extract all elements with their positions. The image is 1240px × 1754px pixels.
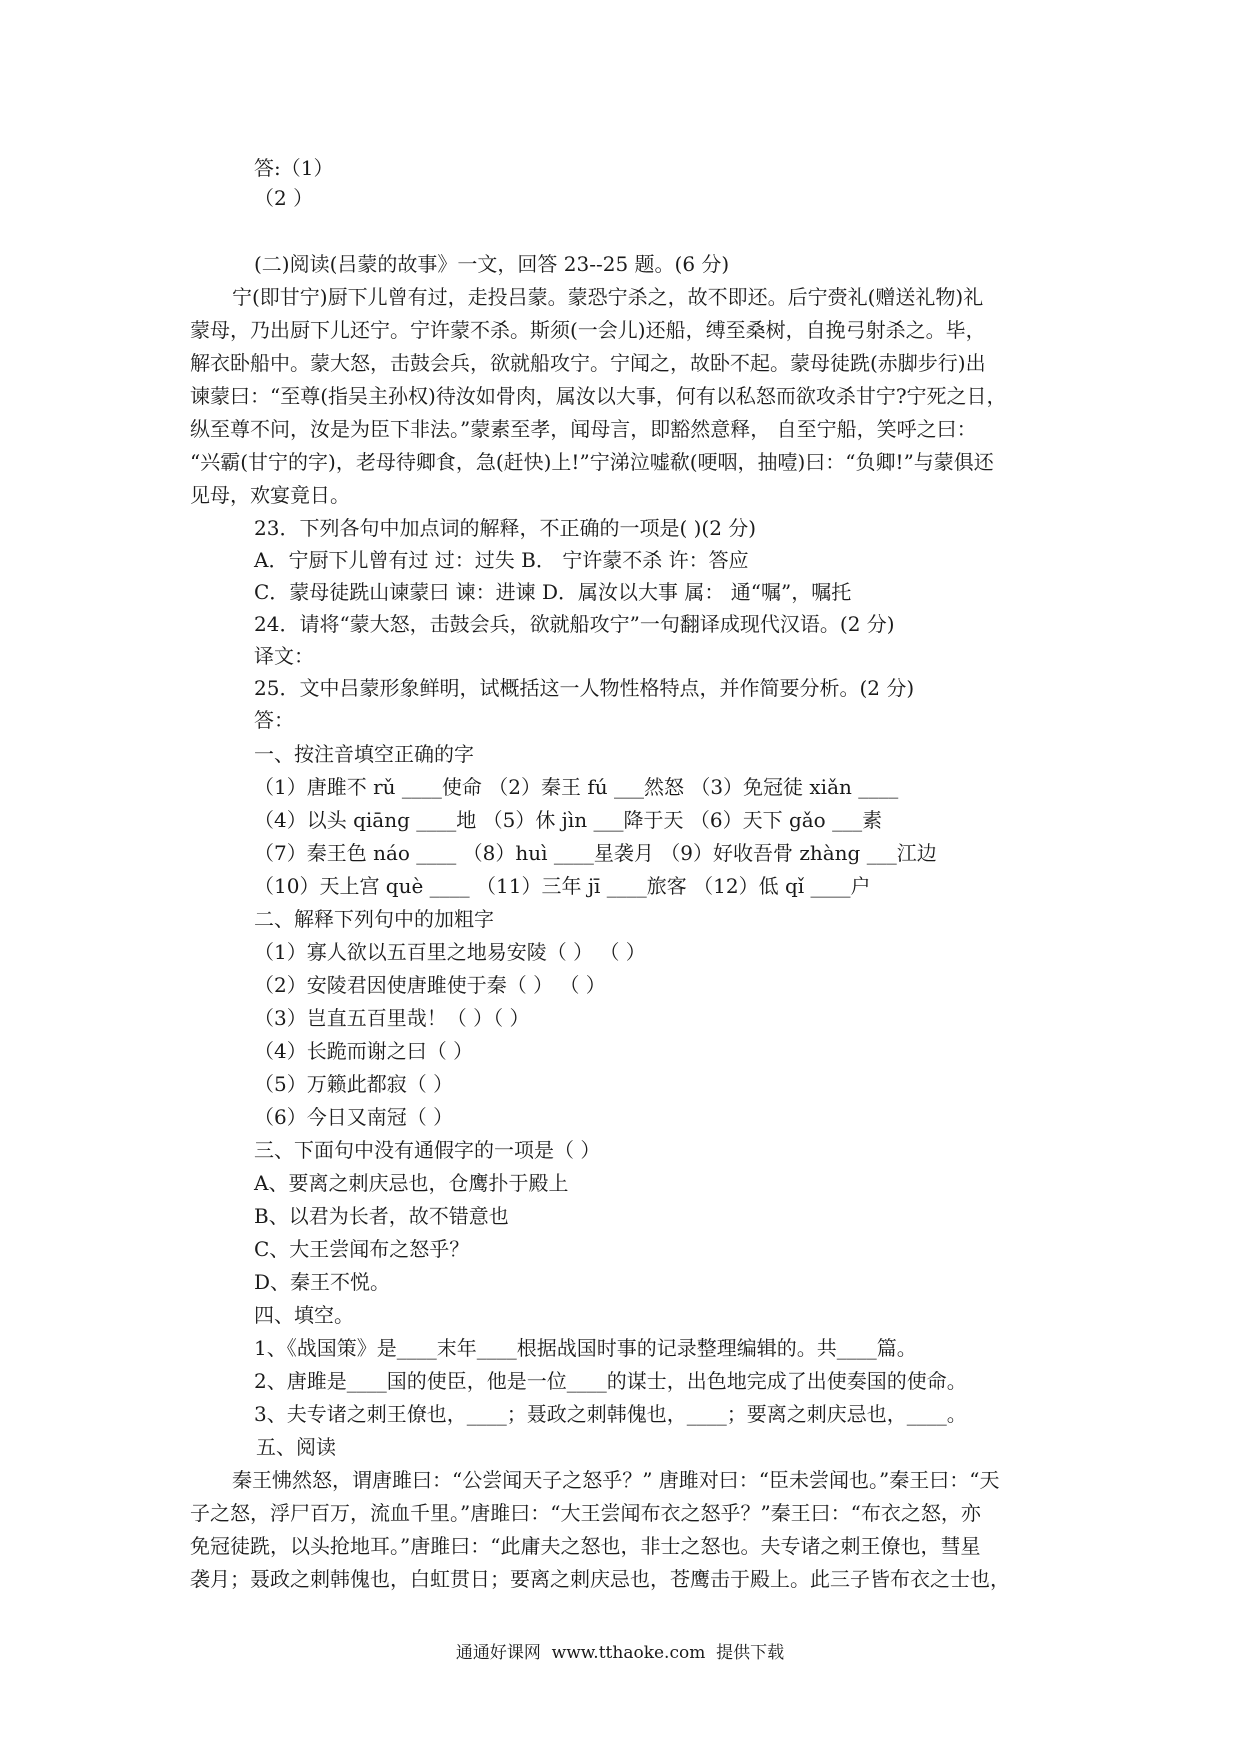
question-23: 23．下列各句中加点词的解释，不正确的一项是( )(2 分): [254, 516, 757, 540]
question-25: 25．文中吕蒙形象鲜明，试概括这一人物性格特点，并作简要分析。(2 分): [254, 676, 915, 700]
section4-title: 四、填空。: [254, 1303, 354, 1327]
reading2-heading: (二)阅读(吕蒙的故事》一文，回答 23--25 题。(6 分): [254, 252, 730, 276]
fill-blank-item: 1、《战国策》是____末年____根据战国时事的记录整理编辑的。共____篇。: [254, 1336, 917, 1360]
explain-item: （3）岂直五百里哉！（ ）（ ）: [254, 1006, 530, 1030]
question-24: 24．请将“蒙大怒，击鼓会兵，欲就船攻宁”一句翻译成现代汉语。(2 分): [254, 612, 895, 636]
question-24-answer-label: 译文：: [254, 644, 314, 668]
section3-title: 三、下面句中没有通假字的一项是（ ）: [254, 1138, 601, 1162]
reading2-passage-line: 解衣卧船中。蒙大怒，击鼓会兵，欲就船攻宁。宁闻之，故卧不起。蒙母徒跣(赤脚步行)出: [190, 351, 986, 375]
section5-passage-line: 子之怒，浮尸百万，流血千里。”唐雎曰：“大王尝闻布衣之怒乎？”秦王曰：“布衣之怒，亦: [190, 1501, 981, 1525]
section3-option: A、要离之刺庆忌也，仓鹰扑于殿上: [254, 1171, 569, 1195]
section3-option: D、秦王不悦。: [254, 1270, 391, 1294]
reading2-passage-line: 宁(即甘宁)厨下儿曾有过，走投吕蒙。蒙恐宁杀之，故不即还。后宁赍礼(赠送礼物)礼: [232, 285, 984, 309]
section1-title: 一、按注音填空正确的字: [254, 742, 474, 766]
explain-item: （5）万籁此都寂（ ）: [254, 1072, 454, 1096]
section5-passage-line: 秦王怫然怒，谓唐雎曰：“公尝闻天子之怒乎？” 唐雎对曰：“臣未尝闻也。”秦王曰：“天: [232, 1468, 1000, 1492]
explain-item: （1）寡人欲以五百里之地易安陵（ ） （ ）: [254, 940, 646, 964]
explain-item: （4）长跪而谢之曰（ ）: [254, 1039, 474, 1063]
pinyin-row: （1）唐雎不 rǔ ____使命 （2）秦王 fú ___然怒 （3）免冠徒 xiǎn ____: [254, 775, 899, 799]
section2-title: 二、解释下列句中的加粗字: [254, 907, 494, 931]
reading2-passage-line: “兴霸(甘宁的字)，老母待卿食，急(赶快)上!”宁涕泣嘘欷(哽咽，抽噎)曰：“负卿!”与蒙俱还: [190, 450, 994, 474]
section3-option: C、大王尝闻布之怒乎？: [254, 1237, 470, 1261]
section5-passage-line: 袭月；聂政之刺韩傀也，白虹贯日；要离之刺庆忌也，苍鹰击于殿上。此三子皆布衣之士也，: [190, 1567, 1010, 1591]
explain-item: （6）今日又南冠（ ）: [254, 1105, 454, 1129]
section3-option: B、以君为长者，故不错意也: [254, 1204, 509, 1228]
section5-passage-line: 免冠徒跣，以头抢地耳。”唐雎曰：“此庸夫之怒也，非士之怒也。夫专诸之刺王僚也，彗星: [190, 1534, 981, 1558]
question-25-answer-label: 答：: [254, 708, 294, 732]
explain-item: （2）安陵君因使唐雎使于秦（ ） （ ）: [254, 973, 606, 997]
answer-line-2: （2 ）: [254, 186, 314, 210]
pinyin-row: （10）天上宫 què ____ （11）三年 jī ____旅客 （12）低 qǐ ____户: [254, 874, 871, 898]
pinyin-row: （7）秦王色 náo ____ （8）huì ____星袭月 （9）好收吾骨 zhàng ___江边: [254, 841, 937, 865]
question-23-options-cd: C．蒙母徒跣山谏蒙曰 谏：进谏 D．属汝以大事 属： 通“嘱”，嘱托: [254, 580, 852, 604]
reading2-passage-line: 纵至尊不问，汝是为臣下非法。”蒙素至孝，闻母言，即豁然意释， 自至宁船，笑呼之曰：: [190, 417, 977, 441]
reading2-passage-line: 蒙母，乃出厨下儿还宁。宁许蒙不杀。斯须(一会儿)还船，缚至桑树，自挽弓射杀之。毕，: [190, 318, 986, 342]
pinyin-row: （4）以头 qiāng ____地 （5）休 jìn ___降于天 （6）天下 gǎo ___素: [254, 808, 883, 832]
reading2-passage-line: 谏蒙曰：“至尊(指吴主孙权)待汝如骨肉，属汝以大事，何有以私怒而欲攻杀甘宁?宁死之日，: [190, 384, 1007, 408]
answer-line-1: 答:（1）: [254, 156, 334, 180]
section5-title: 五、阅读: [256, 1435, 336, 1459]
fill-blank-item: 2、唐雎是____国的使臣，他是一位____的谋士，出色地完成了出使奏国的使命。: [254, 1369, 967, 1393]
reading2-passage-line: 见母，欢宴竟日。: [190, 483, 350, 507]
page-footer: 通通好课网 www.tthaoke.com 提供下载: [455, 1643, 785, 1663]
fill-blank-item: 3、夫专诸之刺王僚也，____；聂政之刺韩傀也，____；要离之刺庆忌也，____。: [254, 1402, 967, 1426]
question-23-options-ab: A．宁厨下儿曾有过 过：过失 B． 宁许蒙不杀 许：答应: [254, 548, 749, 572]
